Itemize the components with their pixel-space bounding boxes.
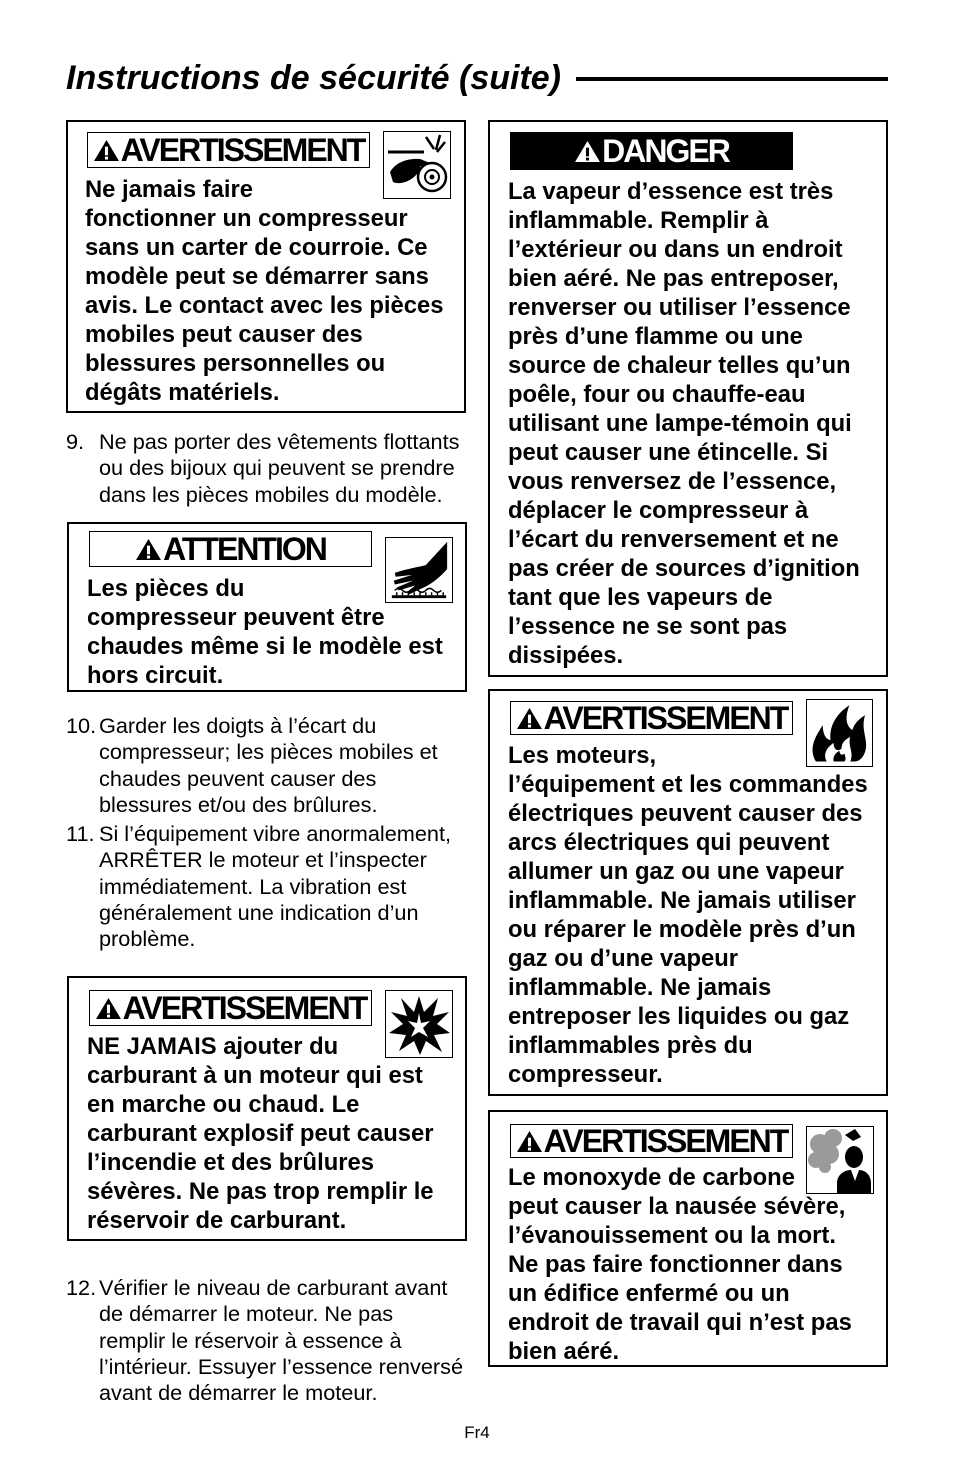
warning-text	[508, 177, 860, 670]
warning-text-line: l’évanouissement ou la mort.	[508, 1222, 836, 1249]
warning-text-line: endroit de travail qui n’est pas	[508, 1309, 852, 1336]
warning-text-line: mobiles peut causer des	[85, 321, 363, 348]
warning-text-line: Les moteurs,	[508, 742, 657, 769]
instruction-item	[66, 821, 451, 952]
warning-triangle-icon	[516, 707, 543, 730]
warning-text	[508, 1163, 852, 1366]
instruction-text-line: dans les pièces mobiles du modèle.	[99, 481, 443, 507]
warning-triangle-icon	[95, 997, 122, 1020]
warning-text-line: dissipées.	[508, 642, 624, 669]
page-number: Fr4	[464, 1423, 490, 1442]
instruction-number: 9.	[66, 429, 85, 454]
warning-text-line: ou réparer le modèle près d’un	[508, 916, 856, 943]
instruction-text-line: généralement une indication d’un	[99, 899, 419, 925]
warning-text-line: inflammable. Ne jamais utiliser	[508, 887, 856, 914]
warning-text-line: carburant explosif peut causer	[87, 1120, 434, 1147]
warning-text-line: inflammable. Remplir à	[508, 207, 769, 234]
instruction-text-line: immédiatement. La vibration est	[99, 873, 407, 899]
warning-text-line: source de chaleur telles qu’un	[508, 352, 851, 379]
warning-text-line: inflammable. Ne jamais	[508, 974, 772, 1001]
signal-word: AVERTISSEMENT	[543, 1123, 788, 1159]
warning-triangle-icon	[135, 538, 162, 561]
warning-triangle-icon	[516, 1130, 543, 1153]
signal-word-label	[510, 1124, 793, 1158]
warning-text-line: l’essence ne se sont pas	[508, 613, 788, 640]
warning-text-line: bien aéré. Ne pas entreposer,	[508, 265, 839, 292]
warning-text	[87, 574, 443, 690]
instruction-text-line: Ne pas porter des vêtements flottants	[99, 429, 460, 454]
instruction-item	[66, 713, 438, 818]
signal-word-label	[89, 990, 372, 1026]
warning-box-electric-arcs	[488, 689, 888, 1096]
caution-box-hot-parts	[67, 522, 467, 692]
warning-text-line: l’écart du renversement et ne	[508, 526, 839, 553]
instruction-text-line: blessures et/ou des brûlures.	[99, 791, 378, 817]
warning-box-belt	[66, 120, 466, 413]
warning-text-line: près d’une flamme ou une	[508, 323, 803, 350]
instruction-text-line: ARRÊTER le moteur et l’inspecter	[99, 847, 427, 873]
instruction-text-line: l’intérieur. Essuyer l’essence renversé	[99, 1353, 464, 1379]
warning-text-line: chaudes même si le modèle est	[87, 633, 443, 660]
warning-text	[85, 175, 444, 407]
warning-text-line: électriques peuvent causer des	[508, 800, 863, 827]
signal-word: AVERTISSEMENT	[120, 132, 365, 168]
warning-text-line: l’extérieur ou dans un endroit	[508, 236, 843, 263]
warning-text-line: vous renversez de l’essence,	[508, 468, 837, 495]
warning-box-carbon-monoxide	[488, 1110, 888, 1367]
instruction-text-line: problème.	[99, 926, 196, 952]
signal-word-label	[510, 701, 793, 735]
instruction-item	[66, 429, 459, 508]
warning-text-line: gaz ou d’une vapeur	[508, 945, 739, 972]
instruction-text-line: Si l’équipement vibre anormalement,	[99, 821, 451, 846]
signal-word: AVERTISSEMENT	[122, 990, 367, 1026]
warning-text-line: dégâts matériels.	[85, 379, 280, 406]
warning-text-line: avis. Le contact avec les pièces	[85, 292, 444, 319]
warning-text-line: carburant à un moteur qui est	[87, 1062, 423, 1089]
warning-triangle-icon	[574, 140, 601, 163]
warning-triangle-icon	[93, 139, 120, 162]
warning-text-line: tant que les vapeurs de	[508, 584, 773, 611]
instruction-number: 10.	[66, 713, 97, 738]
instruction-text-line: avant de démarrer le moteur.	[99, 1380, 378, 1406]
instruction-number: 12.	[66, 1275, 97, 1300]
instruction-item	[66, 1275, 463, 1406]
warning-text-line: fonctionner un compresseur	[85, 205, 408, 232]
warning-text-line: renverser ou utiliser l’essence	[508, 294, 851, 321]
signal-word: ATTENTION	[163, 531, 326, 567]
warning-text-line: La vapeur d’essence est très	[508, 178, 834, 205]
warning-text-line: sans un carter de courroie. Ce	[85, 234, 428, 261]
warning-text-line: déplacer le compresseur à	[508, 497, 809, 524]
warning-text-line: un édifice enfermé ou un	[508, 1280, 790, 1307]
instruction-text-line: chaudes peuvent causer des	[99, 765, 377, 791]
warning-text-line: NE JAMAIS ajouter du	[87, 1033, 339, 1060]
warning-text-line: hors circuit.	[87, 662, 224, 689]
instruction-text-line: de démarrer le moteur. Ne pas	[99, 1301, 394, 1327]
warning-text-line: poêle, four ou chauffe-eau	[508, 381, 806, 408]
warning-text-line: Ne pas faire fonctionner dans	[508, 1251, 843, 1278]
warning-box-fuel	[67, 976, 467, 1241]
signal-word: DANGER	[602, 133, 729, 169]
warning-text-line: allumer un gaz ou une vapeur	[508, 858, 844, 885]
warning-text-line: compresseur.	[508, 1061, 663, 1088]
warning-text-line: blessures personnelles ou	[85, 350, 386, 377]
signal-word-label	[87, 132, 370, 168]
warning-text-line: bien aéré.	[508, 1338, 620, 1365]
instruction-text-line: Garder les doigts à l’écart du	[99, 713, 377, 738]
warning-text-line: utilisant une lampe-témoin qui	[508, 410, 852, 437]
warning-text-line: peut causer une étincelle. Si	[508, 439, 829, 466]
warning-text-line: en marche ou chaud. Le	[87, 1091, 360, 1118]
warning-text-line: Les pièces du	[87, 575, 245, 602]
warning-text-line: l’équipement et les commandes	[508, 771, 868, 798]
instruction-text-line: remplir le réservoir à essence à	[99, 1327, 402, 1353]
instruction-text-line: Vérifier le niveau de carburant avant	[99, 1275, 448, 1300]
warning-text-line: arcs électriques qui peuvent	[508, 829, 830, 856]
warning-text-line: pas créer de sources d’ignition	[508, 555, 860, 582]
page-title: Instructions de sécurité (suite)	[66, 59, 561, 97]
warning-text-line: inflammables près du	[508, 1032, 753, 1059]
warning-text	[508, 741, 868, 1089]
instruction-text-line: compresseur; les pièces mobiles et	[99, 739, 438, 765]
warning-text-line: compresseur peuvent être	[87, 604, 385, 631]
warning-text-line: sévères. Ne pas trop remplir le	[87, 1178, 434, 1205]
instruction-number: 11.	[66, 821, 95, 846]
warning-text-line: peut causer la nausée sévère,	[508, 1193, 846, 1220]
warning-text-line: modèle peut se démarrer sans	[85, 263, 429, 290]
title-rule	[576, 77, 888, 81]
warning-text-line: l’incendie et des brûlures	[87, 1149, 374, 1176]
warning-text-line: réservoir de carburant.	[87, 1207, 347, 1234]
signal-word: AVERTISSEMENT	[543, 700, 788, 736]
signal-word-label	[510, 132, 793, 170]
signal-word-label	[89, 531, 372, 567]
warning-text-line: Ne jamais faire	[85, 176, 253, 203]
danger-box-gasoline-vapor	[488, 120, 888, 677]
warning-text	[87, 1032, 434, 1235]
instruction-text-line: ou des bijoux qui peuvent se prendre	[99, 455, 455, 481]
warning-text-line: entreposer les liquides ou gaz	[508, 1003, 850, 1030]
warning-text-line: Le monoxyde de carbone	[508, 1164, 795, 1191]
